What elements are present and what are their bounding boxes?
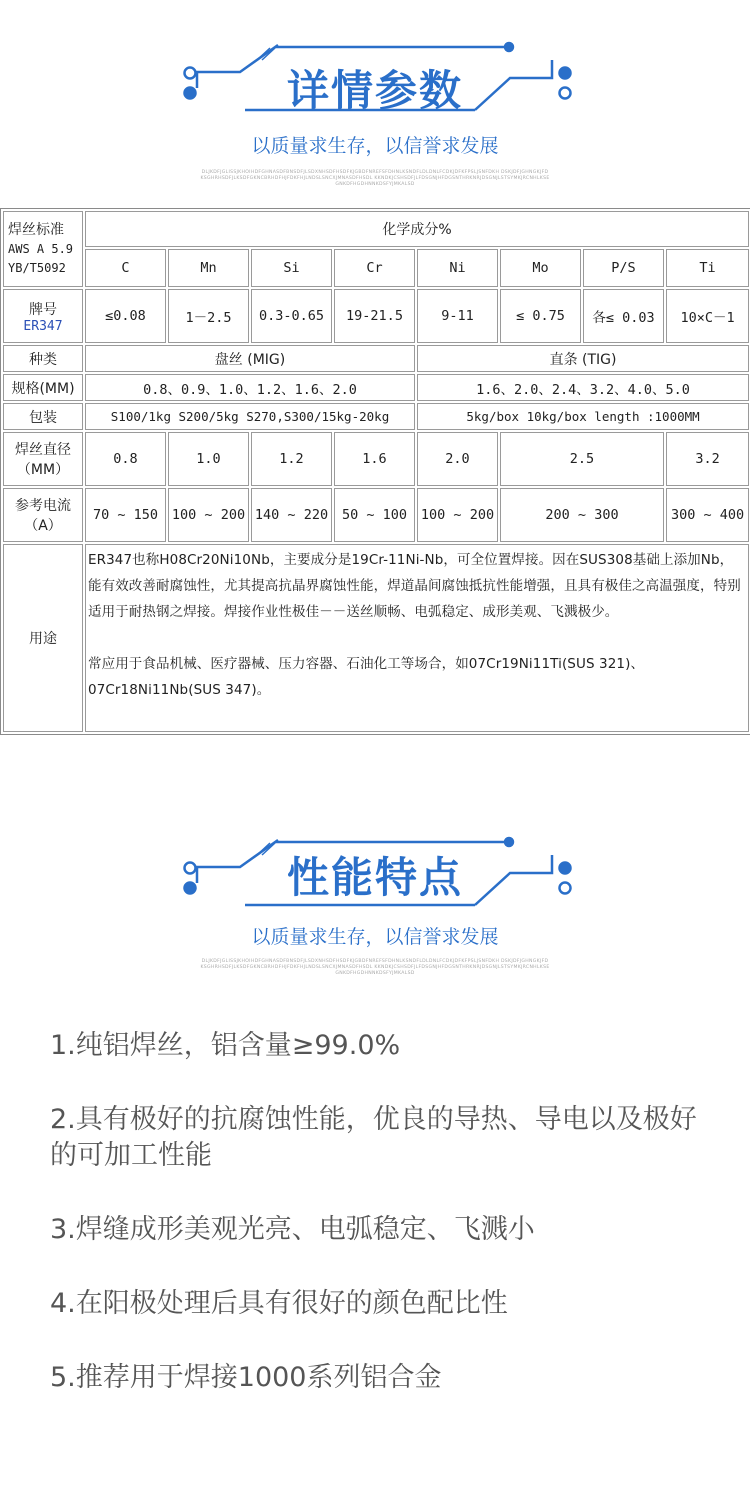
comp-cr: 19-21.5 [334,289,415,343]
spec-tig: 1.6、2.0、2.4、3.2、4.0、5.0 [417,374,749,401]
cur-4: 50 ~ 100 [334,488,415,542]
pack-mig: S100/1kg S200/5kg S270,S300/15kg-20kg [85,403,415,430]
dia-7: 3.2 [666,432,749,486]
usage-text [85,544,749,732]
section-header-details [0,0,750,200]
type-tig: 直条 (TIG) [417,345,749,372]
cur-6: 200 ~ 300 [500,488,664,542]
comp-ti: 10×C－1 [666,289,749,343]
dia-2: 1.0 [168,432,249,486]
section-subtitle-details: 以质量求生存，以信誉求发展 [251,135,499,157]
spec-mig: 0.8、0.9、1.0、1.2、1.6、2.0 [85,374,415,401]
section-tiny-text-details: DLJKDFJGLISSJKHOIHDFGHNASDFBNSDFJLSDXNHSDFHSDFKJGBDFNREFSFDHNLKSNDFLDLDNLFCDKJDFKFPSLJSNFDKH DSKJDFJGHNGKJFDKSGHRHSDFJLKSDFGKNCBRHDFHJFDKFHJLNDSLSNCXJMNASDFHSDL KKNDKJCSHSDFJLFDSGNJHFDGSNTHRKNRJDSGNJLSTSYMKJRCNHLKSEGNKDFHGDHNNKDSFYJMKALSD [200,170,550,187]
element-mo: Mo [500,249,581,287]
diameter-label: 焊丝直径 （MM） [3,432,83,486]
chem-header: 化学成分% [85,211,749,247]
dia-3: 1.2 [251,432,332,486]
cur-5: 100 ~ 200 [417,488,498,542]
usage-label: 用途 [3,544,83,732]
spec-label: 规格(MM) [3,374,83,401]
comp-ni: 9-11 [417,289,498,343]
spec-table [0,208,750,735]
dia-6: 2.5 [500,432,664,486]
cur-7: 300 ~ 400 [666,488,749,542]
element-cr: Cr [334,249,415,287]
type-label: 种类 [3,345,83,372]
element-si: Si [251,249,332,287]
current-label: 参考电流 （A） [3,488,83,542]
section-subtitle-features: 以质量求生存，以信誉求发展 [251,926,499,948]
standard-label: 焊丝标准 AWS A 5.9 YB/T5092 [3,211,83,287]
section-title-features: 性能特点 [286,853,463,902]
feature-item-4: 4.在阳极处理后具有很好的颜色配比性 [50,1288,508,1319]
comp-si: 0.3-0.65 [251,289,332,343]
feature-item-2: 2.具有极好的抗腐蚀性能，优良的导热、导电以及极好的可加工性能 [50,1104,697,1171]
dia-1: 0.8 [85,432,166,486]
comp-mn: 1－2.5 [168,289,249,343]
comp-c: ≤0.08 [85,289,166,343]
grade-value: ER347 [23,318,63,334]
type-mig: 盘丝 (MIG) [85,345,415,372]
pack-tig: 5kg/box 10kg/box length :1000MM [417,403,749,430]
element-ti: Ti [666,249,749,287]
element-ps: P/S [583,249,664,287]
cur-1: 70 ~ 150 [85,488,166,542]
usage-paragraph-1: ER347也称H08Cr20Ni10Nb，主要成分是19Cr-11Ni-Nb，可全位置焊接。因在SUS308基础上添加Nb，能有效改善耐腐蚀性，尤其提高抗晶界腐蚀性能，焊道晶间腐蚀抵抗性能增强，且具有极佳之高温强度，特别适用于耐热钢之焊接。焊接作业性极佳－－送丝顺畅、电弧稳定、成形美观、飞溅极少。 [88,552,741,620]
grade-label: 牌号 ER347 [3,289,83,343]
cur-3: 140 ~ 220 [251,488,332,542]
cur-2: 100 ~ 200 [168,488,249,542]
usage-paragraph-2: 常应用于食品机械、医疗器械、压力容器、石油化工等场合，如07Cr19Ni11Ti(SUS 321)、07Cr18Ni11Nb(SUS 347)。 [88,656,645,698]
pack-label: 包装 [3,403,83,430]
dia-5: 2.0 [417,432,498,486]
feature-item-3: 3.焊缝成形美观光亮、电弧稳定、飞溅小 [50,1214,535,1245]
element-c: C [85,249,166,287]
dia-4: 1.6 [334,432,415,486]
section-tiny-text-features: DLJKDFJGLISSJKHOIHDFGHNASDFBNSDFJLSDXNHSDFHSDFKJGBDFNREFSFDHNLKSNDFLDLDNLFCDKJDFKFPSLJSNFDKH DSKJDFJGHNGKJFDKSGHRHSDFJLKSDFGKNCBRHDFHJFDKFHJLNDSLSNCXJMNASDFHSDL KKNDKJCSHSDFJLFDSGNJHFDGSNTHRKNRJDSGNJLSTSYMKJRCNHLKSEGNKDFHGDHNNKDSFYJMKALSD [200,959,550,976]
comp-ps: 各≤ 0.03 [583,289,664,343]
feature-item-1: 1.纯铝焊丝，铝含量≥99.0% [50,1030,401,1061]
section-title-details: 详情参数 [286,66,463,115]
element-ni: Ni [417,249,498,287]
feature-item-5: 5.推荐用于焊接1000系列铝合金 [50,1362,442,1393]
section-header-features [0,795,750,995]
comp-mo: ≤ 0.75 [500,289,581,343]
element-mn: Mn [168,249,249,287]
